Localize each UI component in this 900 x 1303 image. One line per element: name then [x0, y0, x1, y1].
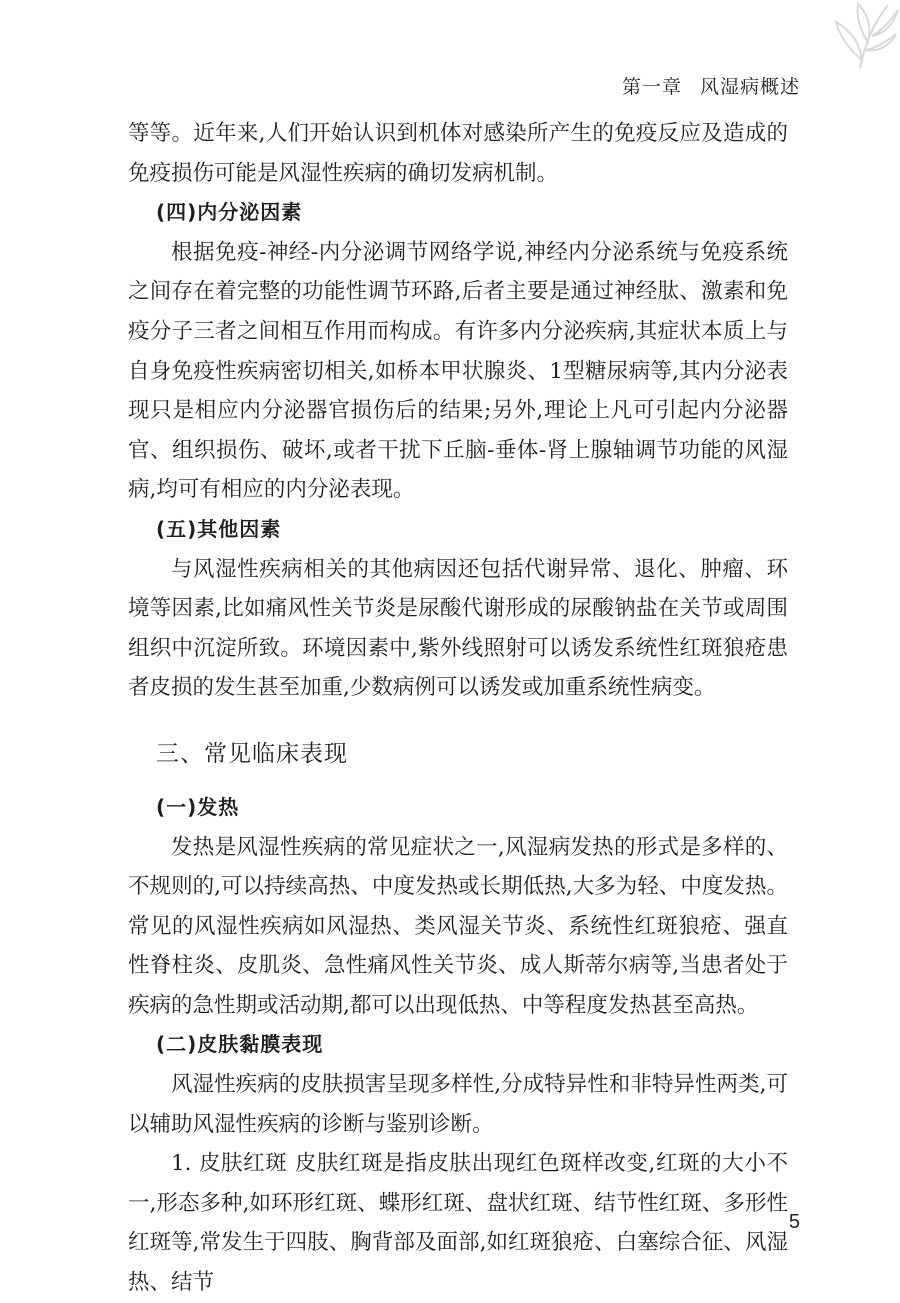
subheading-other-factors: (五)其他因素 — [156, 516, 282, 541]
paragraph: 等等。近年来,人们开始认识到机体对感染所产生的免疫反应及造成的免疫损伤可能是风湿性疾病的确切发病机制。 — [128, 121, 788, 186]
paragraph: 1. 皮肤红斑 皮肤红斑是指皮肤出现红色斑样改变,红斑的大小不一,形态多种,如环形红斑、蝶形红斑、盘状红斑、结节性红斑、多形性红斑等,常发生于四肢、胸背部及面部,如红斑狼疮、白塞综合征、风湿热、结节 — [128, 1151, 788, 1296]
chapter-title: 风湿病概述 — [699, 76, 800, 98]
subheading-fever: (一)发热 — [156, 794, 240, 819]
running-header — [622, 72, 800, 99]
page-number: 5 — [788, 1211, 800, 1233]
paragraph: 根据免疫-神经-内分泌调节网络学说,神经内分泌系统与免疫系统之间存在着完整的功能性调节环路,后者主要是通过神经肽、激素和免疫分子三者之间相互作用而构成。有许多内分泌疾病,其症状本质上与自身免疫性疾病密切相关,如桥本甲状腺炎、1型糖尿病等,其内分泌表现只是相应内分泌器官损伤后的结果;另外,理论上凡可引起内分泌器官、组织损伤、破坏,或者干扰下丘脑-垂体-肾上腺轴调节功能的风湿病,均可有相应的内分泌表现。 — [128, 239, 788, 503]
bamboo-leaf-decoration-icon — [810, 0, 900, 70]
page-body — [128, 114, 788, 1303]
paragraph: 与风湿性疾病相关的其他病因还包括代谢异常、退化、肿瘤、环境等因素,比如痛风性关节炎是尿酸代谢形成的尿酸钠盐在关节或周围组织中沉淀所致。环境因素中,紫外线照射可以诱发系统性红斑狼疮患者皮损的发生甚至加重,少数病例可以诱发或加重系统性病变。 — [128, 556, 788, 701]
chapter-number: 第一章 — [621, 76, 682, 98]
paragraph: 风湿性疾病的皮肤损害呈现多样性,分成特异性和非特异性两类,可以辅助风湿性疾病的诊断与鉴别诊断。 — [128, 1072, 788, 1137]
paragraph: 发热是风湿性疾病的常见症状之一,风湿病发热的形式是多样的、不规则的,可以持续高热、中度发热或长期低热,大多为轻、中度发热。常见的风湿性疾病如风湿热、类风湿关节炎、系统性红斑狼疮、强直性脊柱炎、皮肌炎、急性痛风性关节炎、成人斯蒂尔病等,当患者处于疾病的急性期或活动期,都可以出现低热、中等程度发热甚至高热。 — [128, 834, 788, 1018]
subheading-endocrine: (四)内分泌因素 — [156, 200, 303, 225]
section-heading-clinical: 三、常见临床表现 — [156, 740, 348, 767]
subheading-skin-mucosa: (二)皮肤黏膜表现 — [156, 1032, 324, 1057]
